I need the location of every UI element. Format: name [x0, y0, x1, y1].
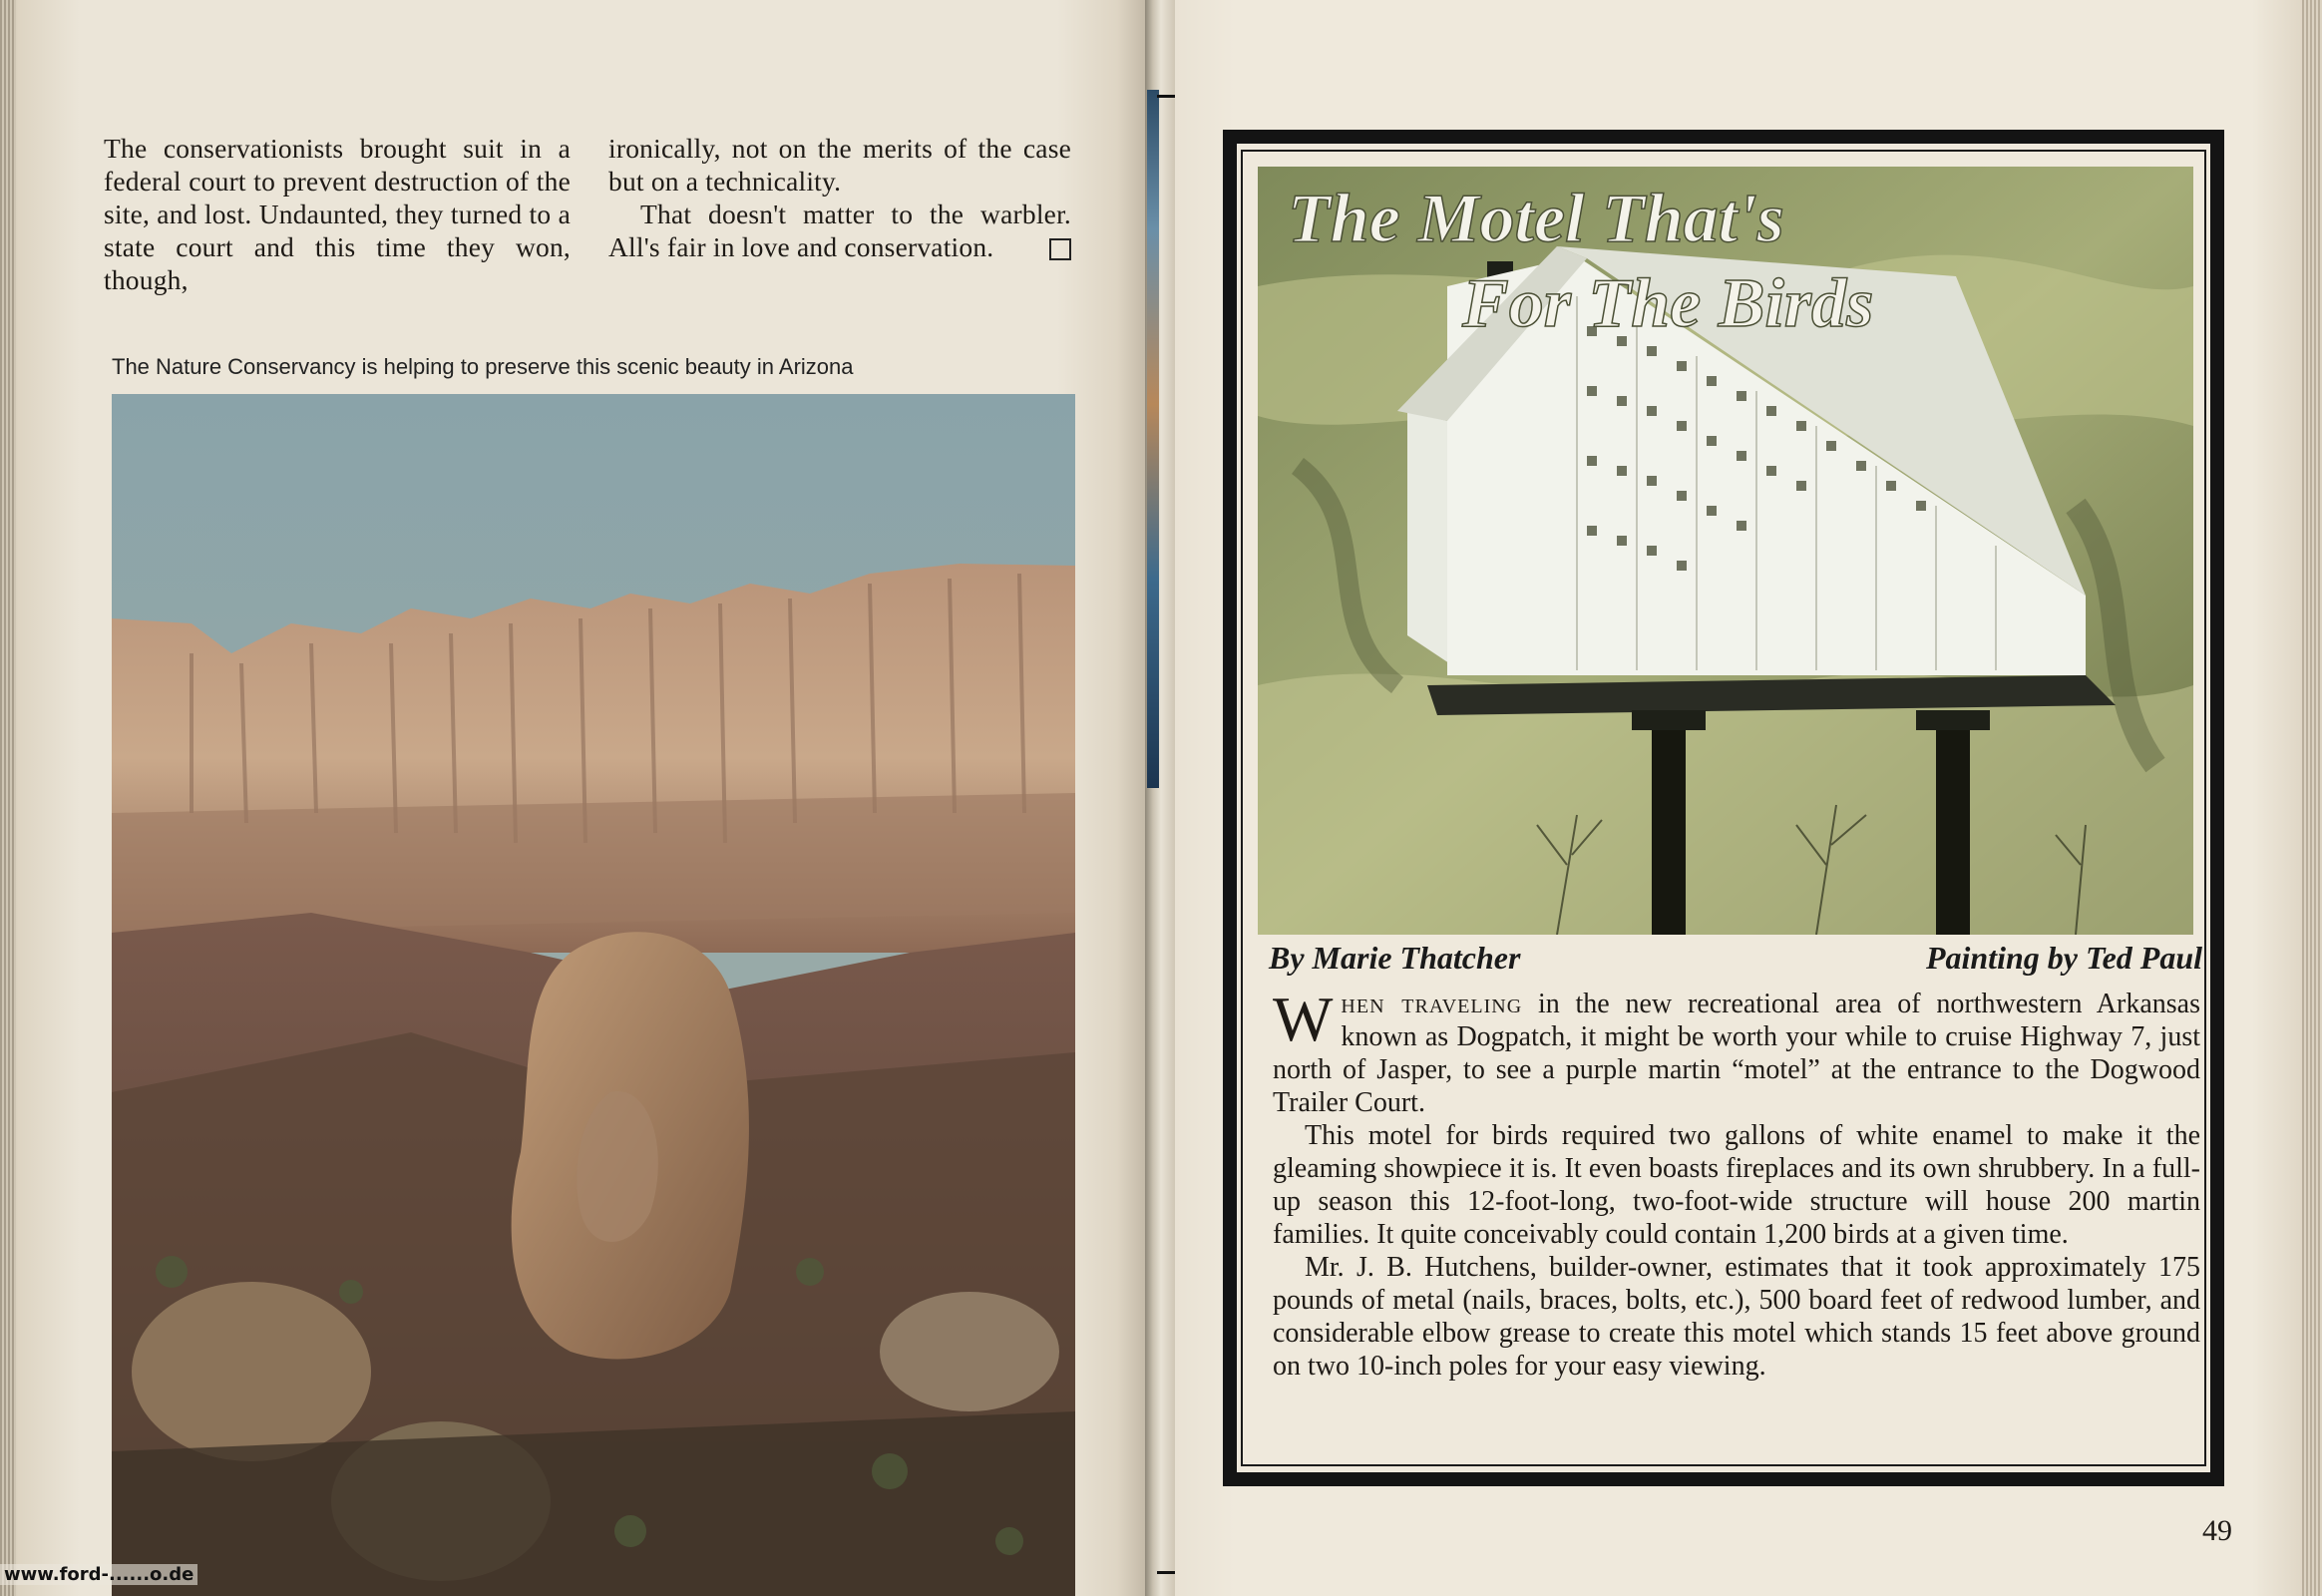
lead-in: hen traveling [1341, 989, 1523, 1019]
watermark-url: www.ford-......o.de [0, 1564, 197, 1585]
article-body [1273, 984, 2200, 1383]
page-edge-right [2302, 0, 2322, 1596]
page-number: 49 [2202, 1514, 2232, 1547]
left-column-2 [608, 132, 1071, 263]
title-line-2: For The Birds [1462, 265, 1874, 342]
author-byline: By Marie Thatcher [1269, 940, 1521, 976]
article-paragraph-1 [1273, 984, 2200, 1119]
page-edge-left [0, 0, 16, 1596]
left-column-1 [104, 132, 571, 296]
article-paragraph-2: This motel for birds required two gallons of white enamel to make it the gleaming showpiece it is. It even boasts fireplaces and its own shrubbery. In a full-up season this 12-foot-long, two-foot-wide structure will house 200 martin families. It quite conceivably could contain 1,200 birds at a given time. [1273, 1120, 2200, 1250]
article-paragraph-3: Mr. J. B. Hutchens, builder-owner, estimates that it took approximately 175 pounds of metal (nails, braces, bolts, etc.), 500 board feet of redwood lumber, and considerable elbow grease to create this motel which stands 15 feet above ground on two 10-inch poles for your easy viewing. [1273, 1252, 2200, 1382]
column2-paragraph-2 [608, 198, 1071, 263]
drop-cap: W [1273, 984, 1334, 1054]
column2-paragraph-1: ironically, not on the merits of the case but on a technicality. [608, 133, 1071, 197]
painting-credit: Painting by Ted Paul [1925, 940, 2202, 976]
paragraph-1-text: in the new recreational area of northwestern Arkansas known as Dogpatch, it might be worth your while to cruise Highway 7, just north of Jasper, to see a purple martin “motel” at the entrance to the Dogwood Trailer Court. [1273, 989, 2200, 1118]
title-line-1: The Motel That's [1288, 181, 1784, 257]
column1-text: The conservationists brought suit in a federal court to prevent destruction of the site, and lost. Undaunted, they turned to a state court and this time they won, though, [104, 133, 571, 295]
article-title [1258, 167, 2193, 386]
facing-page-bleed [1147, 90, 1159, 788]
gutter-mark [1157, 95, 1177, 98]
column2-paragraph-2-text: That doesn't matter to the warbler. All's fair in love and conservation. [608, 199, 1071, 262]
gutter-mark [1157, 1571, 1177, 1574]
end-mark-icon [1049, 238, 1071, 260]
arizona-canyon-photo [112, 394, 1075, 1596]
photo-caption: The Nature Conservancy is helping to preserve this scenic beauty in Arizona [112, 354, 854, 379]
